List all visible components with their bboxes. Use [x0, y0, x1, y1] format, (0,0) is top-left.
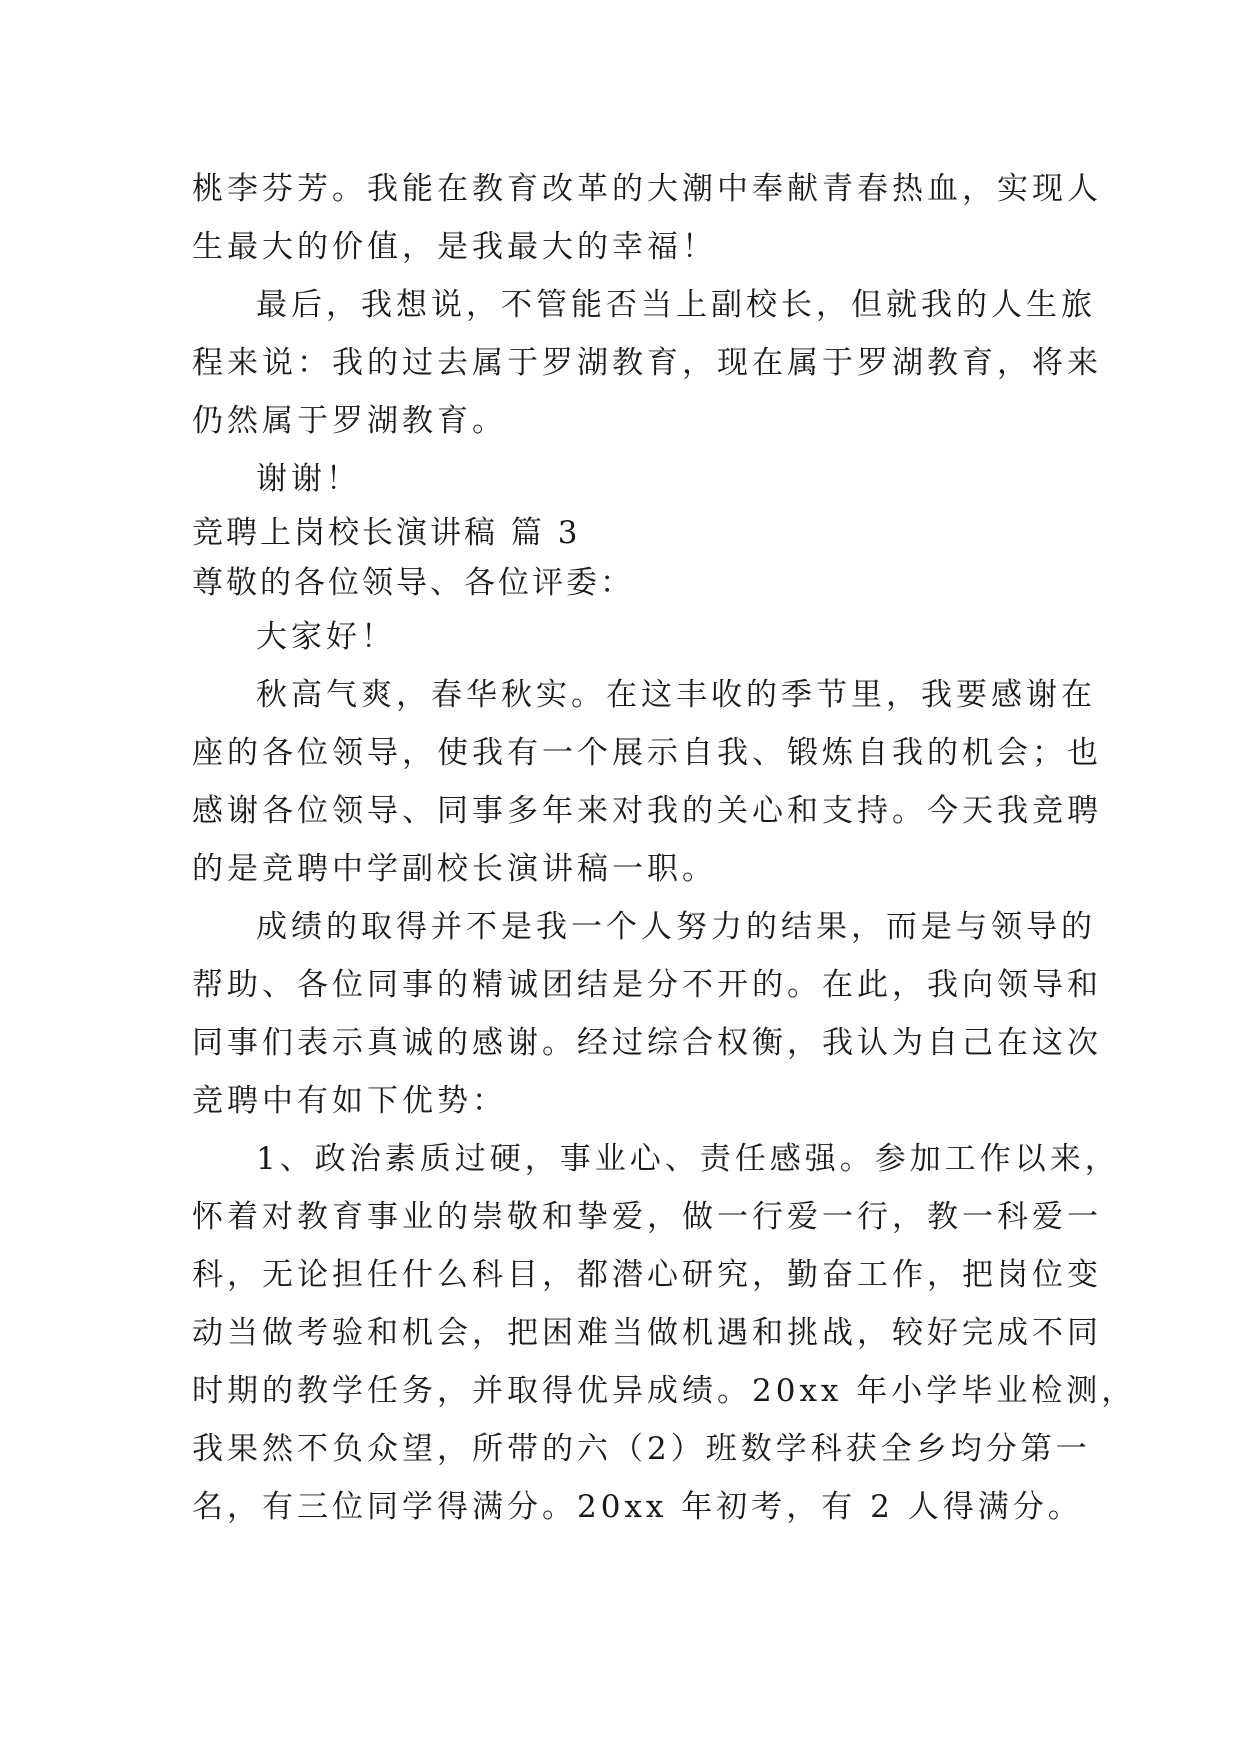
body-line: 时期的教学任务，并取得优异成绩。20xx 年小学毕业检测，: [192, 1373, 1137, 1409]
body-line: 帮助、各位同事的精诚团结是分不开的。在此，我向领导和: [192, 967, 1102, 1003]
body-line: 程来说：我的过去属于罗湖教育，现在属于罗湖教育，将来: [192, 345, 1102, 381]
body-line: 桃李芬芳。我能在教育改革的大潮中奉献青春热血，实现人: [192, 171, 1102, 207]
section-heading: 竞聘上岗校长演讲稿 篇 3: [192, 515, 581, 551]
greeting-line: 大家好！: [256, 619, 396, 655]
body-line: 名，有三位同学得满分。20xx 年初考，有 2 人得满分。: [192, 1489, 1083, 1525]
body-line: 同事们表示真诚的感谢。经过综合权衡，我认为自己在这次: [192, 1025, 1102, 1061]
salutation-line: 尊敬的各位领导、各位评委：: [192, 565, 634, 601]
body-line: 感谢各位领导、同事多年来对我的关心和支持。今天我竞聘: [192, 793, 1102, 829]
paragraph-line: 秋高气爽，春华秋实。在这丰收的季节里，我要感谢在: [256, 677, 1096, 713]
body-line: 怀着对教育事业的崇敬和挚爱，做一行爱一行，教一科爱一: [192, 1199, 1102, 1235]
body-line: 座的各位领导，使我有一个展示自我、锻炼自我的机会；也: [192, 735, 1102, 771]
paragraph-line: 成绩的取得并不是我一个人努力的结果，而是与领导的: [256, 909, 1096, 945]
body-line: 我果然不负众望，所带的六（2）班数学科获全乡均分第一: [192, 1431, 1091, 1467]
body-line: 竞聘中有如下优势：: [192, 1083, 507, 1119]
body-line: 科，无论担任什么科目，都潜心研究，勤奋工作，把岗位变: [192, 1257, 1102, 1293]
body-line: 生最大的价值，是我最大的幸福！: [192, 229, 717, 265]
body-line: 的是竞聘中学副校长演讲稿一职。: [192, 851, 717, 887]
paragraph-line: 最后，我想说，不管能否当上副校长，但就我的人生旅: [256, 287, 1096, 323]
body-line: 仍然属于罗湖教育。: [192, 403, 507, 439]
thanks-line: 谢谢！: [256, 461, 361, 497]
body-line: 动当做考验和机会，把困难当做机遇和挑战，较好完成不同: [192, 1315, 1102, 1351]
paragraph-line: 1、政治素质过硬，事业心、责任感强。参加工作以来，: [256, 1141, 1120, 1177]
document-page: [192, 160, 1137, 1536]
